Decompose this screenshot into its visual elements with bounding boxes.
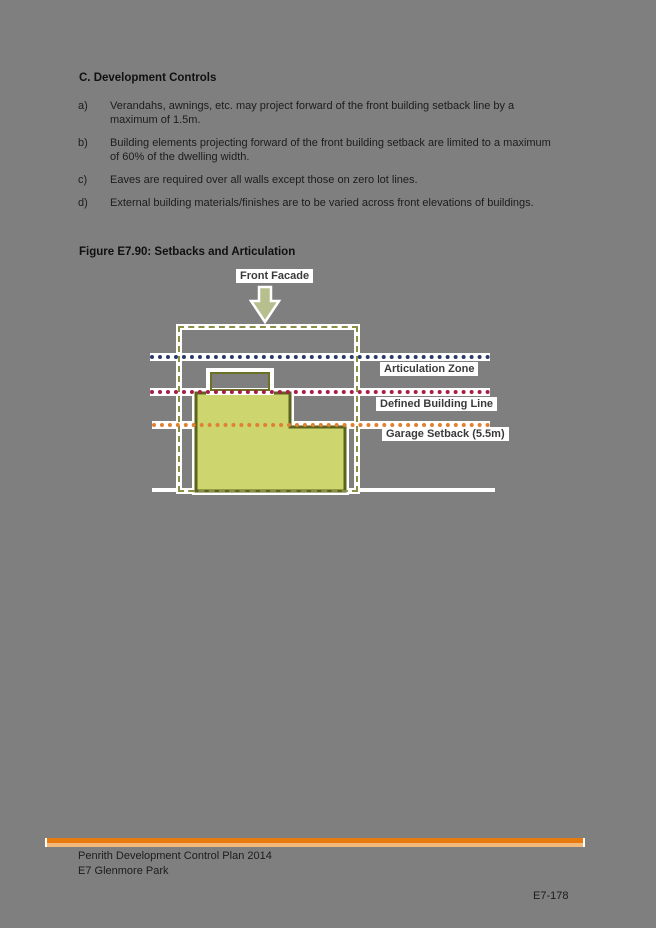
articulation-zone-label: Articulation Zone (380, 362, 478, 376)
setbacks-diagram (140, 265, 520, 500)
list-item-text: Verandahs, awnings, etc. may project forward of the front building setback line by a maximum of 1.5m. (110, 100, 515, 126)
footer-rule (45, 838, 585, 847)
list-item-marker: c) (78, 173, 88, 186)
defined-building-line (150, 390, 490, 394)
footer-rule-bottom-stripe (47, 843, 583, 847)
list-item-text: Building elements projecting forward of the front building setback are limited to a maximum of 60% of the dwelling width. (110, 136, 551, 163)
lot-boundary-dashes (178, 326, 358, 492)
page-number: E7-178 (533, 890, 569, 902)
section-heading: C. Development Controls (79, 72, 217, 84)
controls-list (78, 100, 564, 220)
footer-chapter-title: E7 Glenmore Park (78, 865, 169, 877)
list-item-text: Eaves are required over all walls except those on zero lot lines. (110, 173, 418, 186)
front-facade-arrow-icon (243, 285, 287, 325)
articulation-zone-line (150, 355, 490, 359)
footer-plan-title: Penrith Development Control Plan 2014 (78, 850, 272, 862)
list-item-marker: b) (78, 136, 88, 149)
front-facade-label: Front Facade (236, 269, 313, 283)
footer-text (78, 849, 272, 879)
list-item-marker: a) (78, 100, 88, 112)
list-item (78, 137, 564, 165)
defined-building-line-label: Defined Building Line (376, 397, 497, 411)
list-item (78, 197, 564, 211)
list-item-marker: d) (78, 196, 88, 209)
list-item (78, 174, 564, 188)
list-item-text: External building materials/finishes are to be varied across front elevations of buildings. (110, 196, 534, 209)
figure-caption: Figure E7.90: Setbacks and Articulation (79, 246, 296, 258)
list-item (78, 100, 564, 128)
verandah-projection-inner (210, 372, 270, 391)
garage-setback-label: Garage Setback (5.5m) (382, 427, 509, 441)
